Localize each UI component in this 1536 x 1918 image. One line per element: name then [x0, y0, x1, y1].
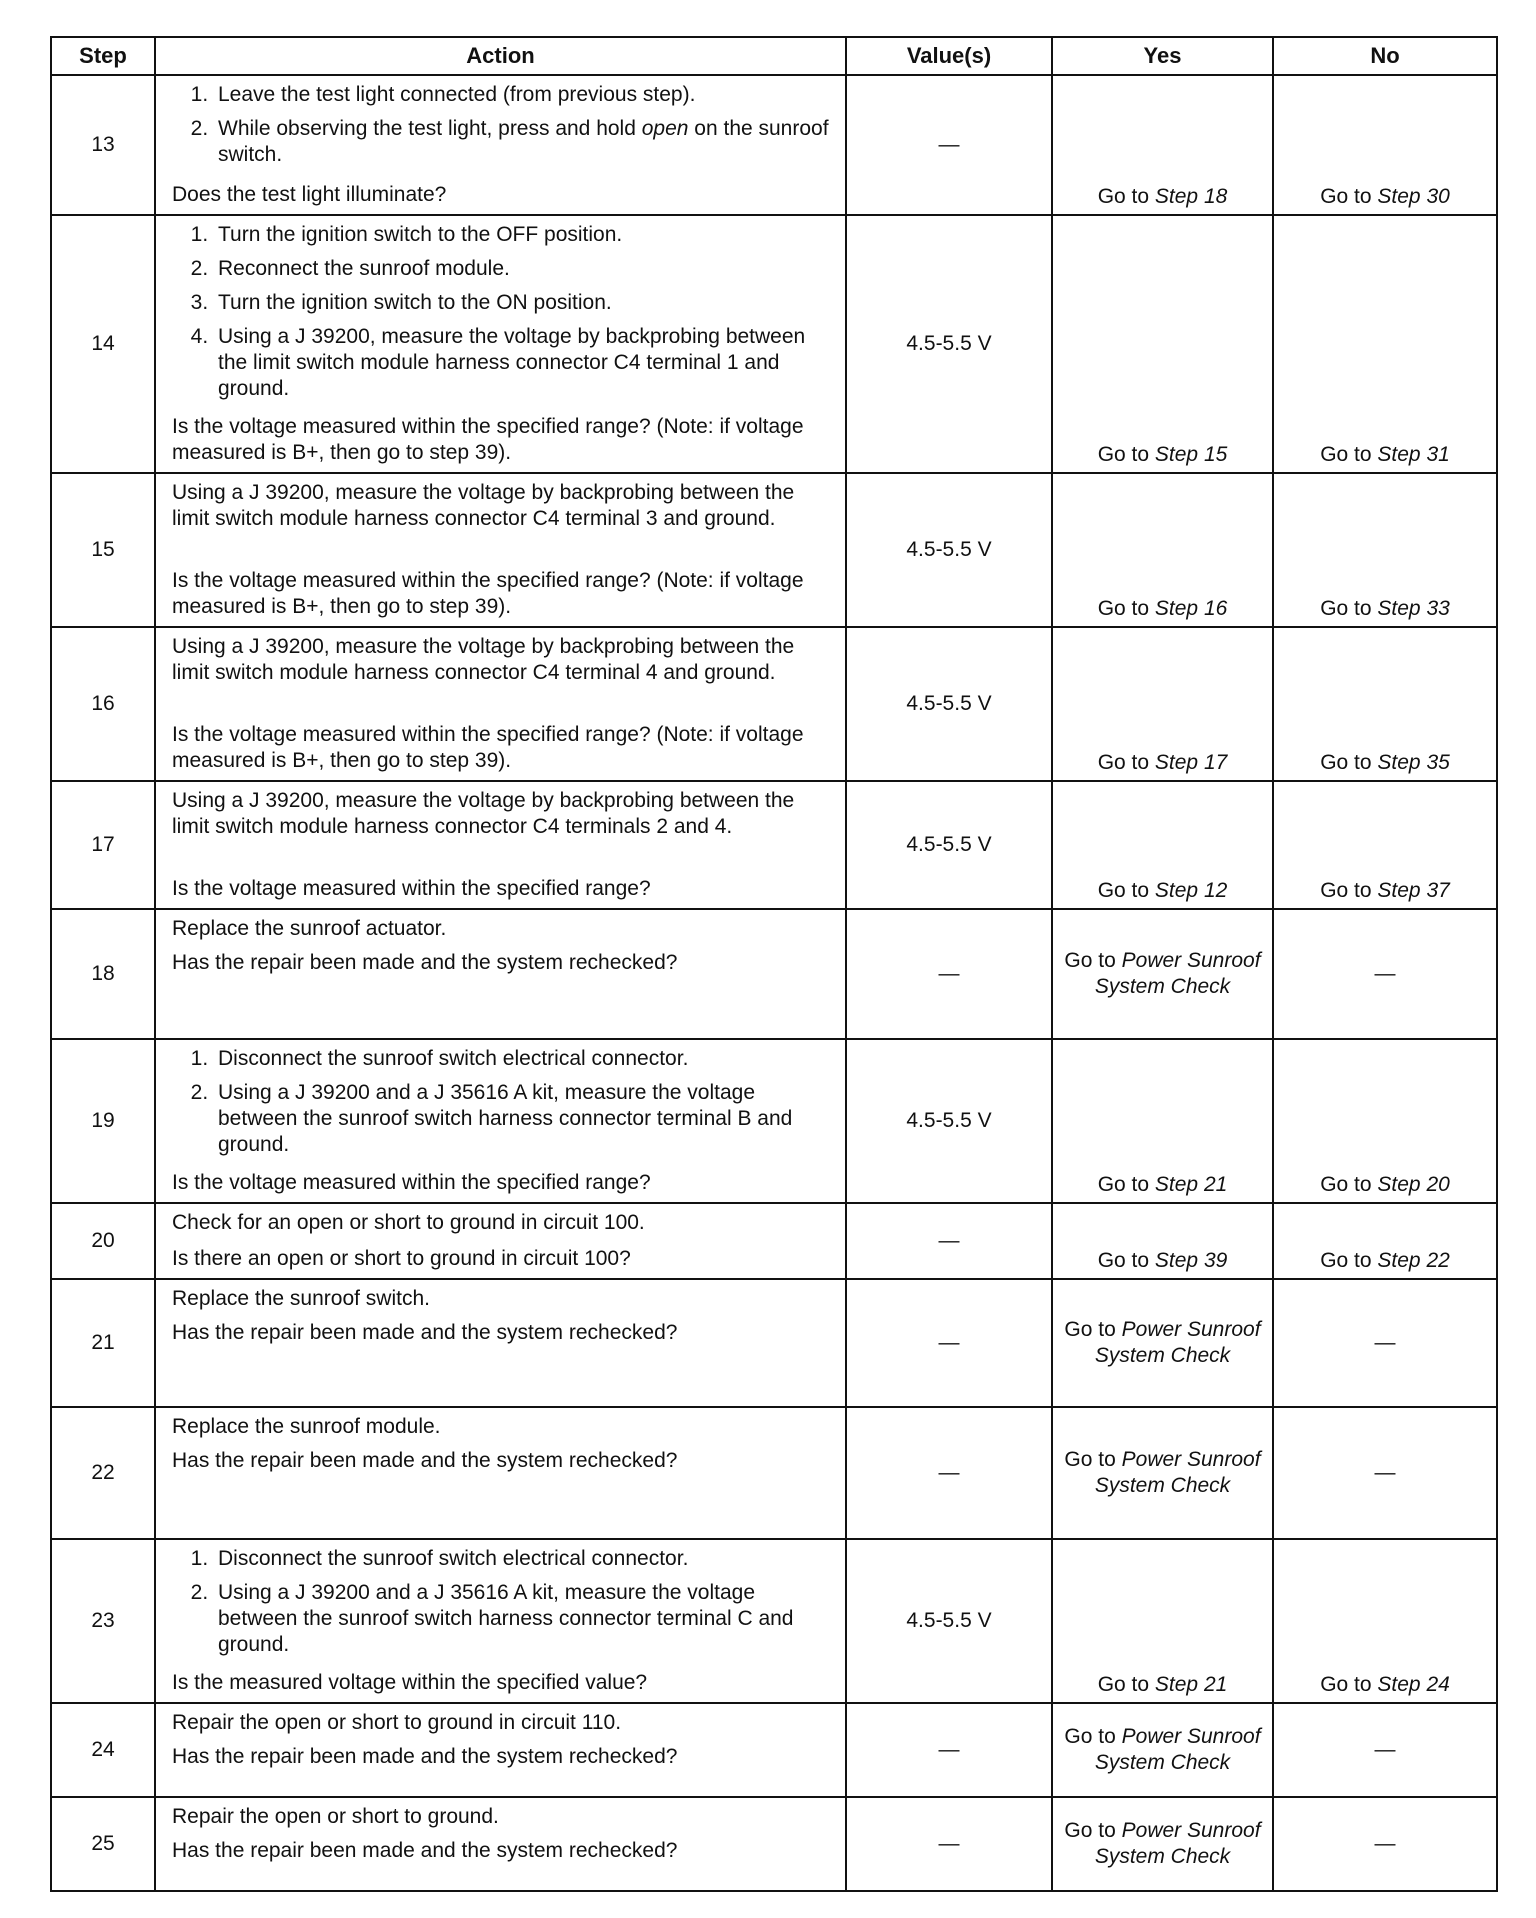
action-step: 3. Turn the ignition switch to the ON position. [214, 290, 833, 316]
step-number: 17 [51, 781, 155, 909]
no-dash: — [1374, 1331, 1396, 1354]
yes-cell [1052, 1407, 1273, 1539]
yes-target: Step 12 [1154, 879, 1228, 902]
step-number: 15 [51, 473, 155, 627]
action-question: Is the voltage measured within the specified range? [172, 1171, 651, 1194]
yes-cell [1052, 1703, 1273, 1797]
action-paragraph: Has the repair been made and the system rechecked? [172, 1839, 678, 1862]
action-content [172, 1546, 833, 1696]
step-number: 19 [51, 1039, 155, 1203]
value-cell: 4.5-5.5 V [846, 1039, 1052, 1203]
yes-go-to: Go to [1064, 1318, 1116, 1341]
yes-cell [1052, 1279, 1273, 1407]
action-paragraph: Replace the sunroof module. [172, 1415, 441, 1438]
action-content [172, 1046, 833, 1196]
action-question: Is the voltage measured within the specified range? (Note: if voltage measured is B+, then go to step 39). [172, 415, 804, 464]
no-cell [1273, 627, 1497, 781]
yes-target: Power Sunroof System Check [1094, 949, 1261, 998]
action-paragraph: Check for an open or short to ground in circuit 100. [172, 1211, 645, 1234]
action-steps-list [172, 222, 833, 402]
yes-cell [1052, 1203, 1273, 1279]
value-cell: — [846, 1407, 1052, 1539]
action-cell [155, 781, 846, 909]
yes-go-to: Go to [1064, 1448, 1116, 1471]
yes-target: Step 39 [1154, 1249, 1228, 1272]
table-row [51, 1407, 1497, 1539]
yes-target: Power Sunroof System Check [1094, 1819, 1261, 1868]
value-cell: — [846, 1279, 1052, 1407]
yes-go-to: Go to [1064, 1725, 1116, 1748]
value-cell: 4.5-5.5 V [846, 627, 1052, 781]
no-go-to: Go to [1320, 1673, 1372, 1696]
yes-go-to: Go to [1097, 879, 1150, 902]
action-step: 1. Disconnect the sunroof switch electrical connector. [214, 1046, 833, 1072]
action-instructions [172, 634, 833, 694]
no-cell [1273, 909, 1497, 1039]
yes-go-to: Go to [1097, 1249, 1150, 1272]
table-row [51, 473, 1497, 627]
no-dash: — [1374, 1832, 1396, 1855]
yes-cell [1052, 1797, 1273, 1891]
yes-go-to: Go to [1097, 751, 1150, 774]
no-go-to: Go to [1320, 751, 1372, 774]
table-row [51, 781, 1497, 909]
action-content [172, 82, 833, 208]
action-step: 2. Using a J 39200 and a J 35616 A kit, measure the voltage between the sunroof switch harness connector terminal B and ground. [214, 1080, 833, 1158]
table-row [51, 75, 1497, 215]
action-cell [155, 1279, 846, 1407]
value-cell: — [846, 1703, 1052, 1797]
action-instructions [172, 916, 833, 984]
step-number: 18 [51, 909, 155, 1039]
yes-target: Power Sunroof System Check [1094, 1725, 1261, 1774]
action-content [172, 222, 833, 466]
no-go-to: Go to [1320, 443, 1372, 466]
no-cell [1273, 781, 1497, 909]
action-step-emphasis: open [641, 117, 689, 140]
header-yes: Yes [1052, 37, 1273, 75]
yes-cell [1052, 627, 1273, 781]
yes-target: Step 21 [1154, 1173, 1228, 1196]
action-cell [155, 909, 846, 1039]
action-question: Is the voltage measured within the specified range? (Note: if voltage measured is B+, then go to step 39). [172, 723, 804, 772]
no-target: Step 30 [1377, 185, 1450, 208]
action-step: 4. Using a J 39200, measure the voltage by backprobing between the limit switch module harness connector C4 terminal 1 and ground. [214, 324, 833, 402]
yes-cell [1052, 75, 1273, 215]
step-number: 22 [51, 1407, 155, 1539]
table-row [51, 1539, 1497, 1703]
action-cell [155, 1407, 846, 1539]
action-content [172, 480, 833, 620]
action-content [172, 1804, 833, 1884]
table-row [51, 627, 1497, 781]
action-question: Is the voltage measured within the specified range? (Note: if voltage measured is B+, then go to step 39). [172, 569, 804, 618]
yes-target: Power Sunroof System Check [1094, 1448, 1261, 1497]
table-row [51, 215, 1497, 473]
yes-cell [1052, 215, 1273, 473]
table-row [51, 1039, 1497, 1203]
no-dash: — [1374, 962, 1396, 985]
table-row [51, 1703, 1497, 1797]
step-number: 13 [51, 75, 155, 215]
no-target: Step 31 [1377, 443, 1450, 466]
yes-go-to: Go to [1064, 949, 1116, 972]
yes-cell [1052, 1039, 1273, 1203]
action-step: 1. Leave the test light connected (from previous step). [214, 82, 833, 108]
table-row [51, 1279, 1497, 1407]
action-instructions [172, 1210, 833, 1244]
yes-target: Step 15 [1154, 443, 1228, 466]
action-paragraph: Has the repair been made and the system rechecked? [172, 1321, 678, 1344]
action-content [172, 788, 833, 902]
action-cell [155, 1703, 846, 1797]
value-cell: 4.5-5.5 V [846, 215, 1052, 473]
yes-target: Step 16 [1154, 597, 1228, 620]
yes-go-to: Go to [1064, 1819, 1116, 1842]
no-cell [1273, 1797, 1497, 1891]
action-content [172, 1710, 833, 1790]
action-instructions [172, 788, 833, 848]
no-cell [1273, 1039, 1497, 1203]
step-number: 16 [51, 627, 155, 781]
table-body [51, 75, 1497, 1891]
action-content [172, 1210, 833, 1272]
no-cell [1273, 75, 1497, 215]
action-content [172, 916, 833, 1032]
action-cell [155, 1203, 846, 1279]
action-paragraph: Replace the sunroof switch. [172, 1287, 430, 1310]
action-cell [155, 473, 846, 627]
action-paragraph: Using a J 39200, measure the voltage by backprobing between the limit switch module harness connector C4 terminal 3 and ground. [172, 481, 795, 530]
action-paragraph: Repair the open or short to ground in circuit 110. [172, 1711, 622, 1734]
action-instructions [172, 1546, 833, 1666]
no-go-to: Go to [1320, 185, 1372, 208]
action-cell [155, 1797, 846, 1891]
yes-target: Step 21 [1154, 1673, 1228, 1696]
no-dash: — [1374, 1738, 1396, 1761]
header-step: Step [51, 37, 155, 75]
action-cell [155, 215, 846, 473]
no-go-to: Go to [1320, 1173, 1372, 1196]
yes-cell [1052, 1539, 1273, 1703]
value-cell: — [846, 1203, 1052, 1279]
action-paragraph: Using a J 39200, measure the voltage by backprobing between the limit switch module harness connector C4 terminals 2 and 4. [172, 789, 795, 838]
action-paragraph: Has the repair been made and the system rechecked? [172, 951, 678, 974]
no-target: Step 33 [1377, 597, 1450, 620]
no-target: Step 20 [1377, 1173, 1450, 1196]
value-cell: — [846, 909, 1052, 1039]
header-no: No [1273, 37, 1497, 75]
action-steps-list [172, 1546, 833, 1658]
action-question: Is the measured voltage within the specified value? [172, 1671, 648, 1694]
yes-go-to: Go to [1097, 1673, 1150, 1696]
no-cell [1273, 1407, 1497, 1539]
diagnostic-table-container [50, 36, 1496, 1892]
step-number: 25 [51, 1797, 155, 1891]
action-cell [155, 75, 846, 215]
action-paragraph: Has the repair been made and the system rechecked? [172, 1449, 678, 1472]
action-paragraph: Has the repair been made and the system rechecked? [172, 1745, 678, 1768]
action-instructions [172, 1286, 833, 1354]
action-cell [155, 1039, 846, 1203]
no-target: Step 37 [1377, 879, 1450, 902]
yes-cell [1052, 909, 1273, 1039]
step-number: 14 [51, 215, 155, 473]
action-paragraph: Repair the open or short to ground. [172, 1805, 499, 1828]
yes-cell [1052, 473, 1273, 627]
action-question: Is the voltage measured within the specified range? [172, 877, 651, 900]
no-target: Step 22 [1377, 1249, 1450, 1272]
yes-target: Power Sunroof System Check [1094, 1318, 1261, 1367]
no-target: Step 35 [1377, 751, 1450, 774]
action-instructions [172, 1046, 833, 1166]
yes-go-to: Go to [1097, 597, 1150, 620]
no-cell [1273, 1539, 1497, 1703]
no-cell [1273, 1203, 1497, 1279]
action-question: Is there an open or short to ground in circuit 100? [172, 1247, 631, 1270]
header-action: Action [155, 37, 846, 75]
action-instructions [172, 82, 833, 176]
diagnostic-table [50, 36, 1498, 1892]
value-cell: 4.5-5.5 V [846, 781, 1052, 909]
no-go-to: Go to [1320, 879, 1372, 902]
action-instructions [172, 1414, 833, 1482]
yes-cell [1052, 781, 1273, 909]
no-go-to: Go to [1320, 1249, 1372, 1272]
header-values: Value(s) [846, 37, 1052, 75]
step-number: 23 [51, 1539, 155, 1703]
action-steps-list [172, 82, 833, 168]
action-step: 1. Turn the ignition switch to the OFF position. [214, 222, 833, 248]
step-number: 20 [51, 1203, 155, 1279]
no-cell [1273, 1279, 1497, 1407]
action-content [172, 1414, 833, 1532]
yes-target: Step 18 [1154, 185, 1228, 208]
yes-go-to: Go to [1097, 185, 1150, 208]
yes-target: Step 17 [1154, 751, 1228, 774]
action-step: 2. Reconnect the sunroof module. [214, 256, 833, 282]
action-paragraph: Replace the sunroof actuator. [172, 917, 447, 940]
action-step: 2. While observing the test light, press and hold open on the sunroof switch. [214, 116, 833, 168]
no-cell [1273, 473, 1497, 627]
action-instructions [172, 1710, 833, 1778]
yes-go-to: Go to [1097, 443, 1150, 466]
yes-go-to: Go to [1097, 1173, 1150, 1196]
action-cell [155, 627, 846, 781]
action-step: 1. Disconnect the sunroof switch electrical connector. [214, 1546, 833, 1572]
action-instructions [172, 222, 833, 410]
action-content [172, 634, 833, 774]
action-step: 2. Using a J 39200 and a J 35616 A kit, measure the voltage between the sunroof switch harness connector terminal C and ground. [214, 1580, 833, 1658]
action-instructions [172, 480, 833, 540]
action-question: Does the test light illuminate? [172, 183, 447, 206]
table-header-row [51, 37, 1497, 75]
action-cell [155, 1539, 846, 1703]
action-instructions [172, 1804, 833, 1872]
no-go-to: Go to [1320, 597, 1372, 620]
value-cell: 4.5-5.5 V [846, 473, 1052, 627]
value-cell: — [846, 75, 1052, 215]
no-cell [1273, 1703, 1497, 1797]
table-row [51, 909, 1497, 1039]
action-steps-list [172, 1046, 833, 1158]
no-cell [1273, 215, 1497, 473]
step-number: 24 [51, 1703, 155, 1797]
no-dash: — [1374, 1461, 1396, 1484]
no-target: Step 24 [1377, 1673, 1450, 1696]
action-content [172, 1286, 833, 1400]
table-row [51, 1797, 1497, 1891]
action-paragraph: Using a J 39200, measure the voltage by backprobing between the limit switch module harness connector C4 terminal 4 and ground. [172, 635, 795, 684]
table-row [51, 1203, 1497, 1279]
value-cell: — [846, 1797, 1052, 1891]
step-number: 21 [51, 1279, 155, 1407]
value-cell: 4.5-5.5 V [846, 1539, 1052, 1703]
